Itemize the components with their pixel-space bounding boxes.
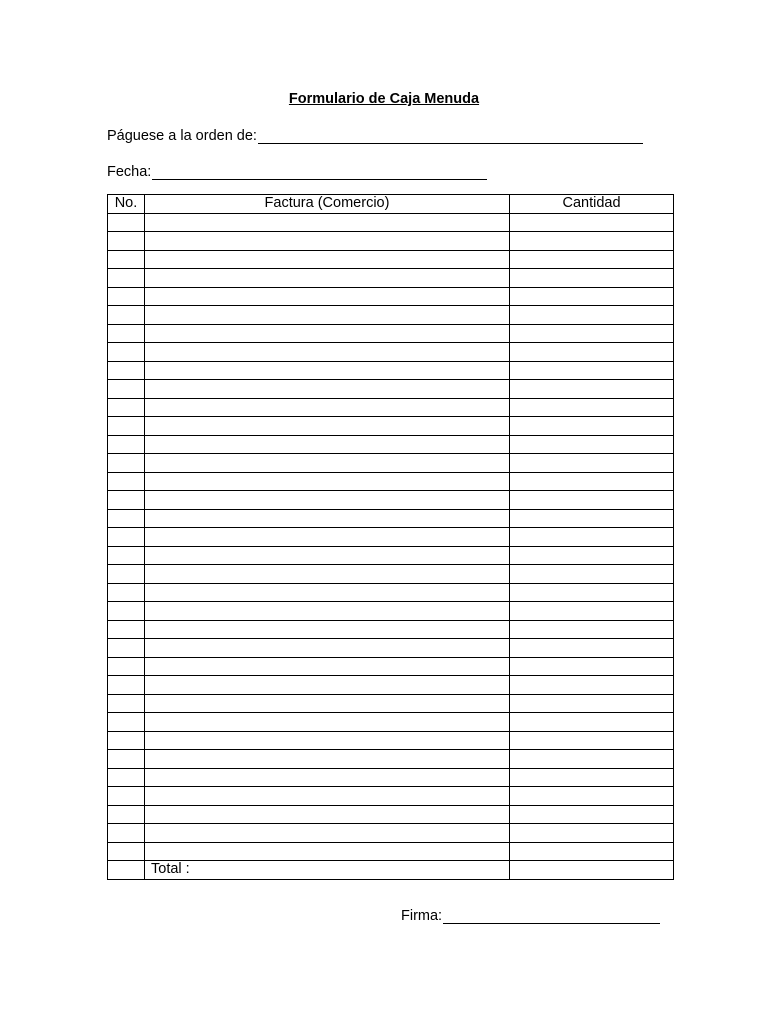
- row-no-cell[interactable]: [108, 639, 145, 658]
- row-amount-cell[interactable]: [510, 528, 674, 547]
- row-amount-cell[interactable]: [510, 472, 674, 491]
- payee-label: Páguese a la orden de:: [107, 128, 257, 144]
- row-invoice-cell[interactable]: [145, 805, 510, 824]
- table-row: [108, 361, 674, 380]
- table-row: [108, 250, 674, 269]
- row-invoice-cell[interactable]: [145, 232, 510, 251]
- table-row: [108, 657, 674, 676]
- row-no-cell[interactable]: [108, 417, 145, 436]
- row-amount-cell[interactable]: [510, 213, 674, 232]
- row-amount-cell[interactable]: [510, 713, 674, 732]
- table-row: [108, 509, 674, 528]
- table-row: [108, 380, 674, 399]
- header-invoice: Factura (Comercio): [145, 195, 510, 214]
- table-row: [108, 213, 674, 232]
- row-invoice-cell[interactable]: [145, 787, 510, 806]
- row-amount-cell[interactable]: [510, 361, 674, 380]
- table-row: [108, 824, 674, 843]
- row-no-cell[interactable]: [108, 657, 145, 676]
- row-amount-cell[interactable]: [510, 620, 674, 639]
- row-no-cell[interactable]: [108, 750, 145, 769]
- form-title: Formulario de Caja Menuda: [288, 91, 480, 107]
- row-amount-cell[interactable]: [510, 694, 674, 713]
- table-row: [108, 620, 674, 639]
- row-invoice-cell[interactable]: [145, 528, 510, 547]
- table-row: [108, 731, 674, 750]
- table-header-row: [108, 195, 674, 214]
- payee-field[interactable]: [107, 128, 643, 144]
- row-amount-cell[interactable]: [510, 731, 674, 750]
- row-amount-cell[interactable]: [510, 824, 674, 843]
- row-amount-cell[interactable]: [510, 417, 674, 436]
- total-label: Total :: [145, 861, 510, 880]
- table-row: [108, 565, 674, 584]
- row-invoice-cell[interactable]: [145, 417, 510, 436]
- row-no-cell[interactable]: [108, 472, 145, 491]
- row-no-cell[interactable]: [108, 343, 145, 362]
- row-invoice-cell[interactable]: [145, 750, 510, 769]
- row-no-cell[interactable]: [108, 287, 145, 306]
- row-amount-cell[interactable]: [510, 380, 674, 399]
- row-no-cell[interactable]: [108, 213, 145, 232]
- row-amount-cell[interactable]: [510, 343, 674, 362]
- row-invoice-cell[interactable]: [145, 324, 510, 343]
- table-row: [108, 324, 674, 343]
- table-row: [108, 306, 674, 325]
- row-invoice-cell[interactable]: [145, 269, 510, 288]
- row-invoice-cell[interactable]: [145, 343, 510, 362]
- row-amount-cell[interactable]: [510, 583, 674, 602]
- table-row: [108, 676, 674, 695]
- row-no-cell[interactable]: [108, 768, 145, 787]
- row-no-cell[interactable]: [108, 546, 145, 565]
- row-invoice-cell[interactable]: [145, 583, 510, 602]
- table-row: [108, 232, 674, 251]
- signature-blank-line[interactable]: [443, 910, 660, 924]
- row-no-cell[interactable]: [108, 676, 145, 695]
- row-invoice-cell[interactable]: [145, 824, 510, 843]
- row-invoice-cell[interactable]: [145, 361, 510, 380]
- table-row: [108, 805, 674, 824]
- row-invoice-cell[interactable]: [145, 472, 510, 491]
- row-invoice-cell[interactable]: [145, 306, 510, 325]
- table-body: [108, 213, 674, 861]
- row-no-cell[interactable]: [108, 361, 145, 380]
- row-amount-cell[interactable]: [510, 657, 674, 676]
- table-row: [108, 343, 674, 362]
- row-invoice-cell[interactable]: [145, 398, 510, 417]
- row-amount-cell[interactable]: [510, 435, 674, 454]
- row-no-cell[interactable]: [108, 232, 145, 251]
- row-invoice-cell[interactable]: [145, 620, 510, 639]
- row-amount-cell[interactable]: [510, 768, 674, 787]
- row-amount-cell[interactable]: [510, 842, 674, 861]
- row-amount-cell[interactable]: [510, 750, 674, 769]
- row-amount-cell[interactable]: [510, 546, 674, 565]
- payee-blank-line[interactable]: [258, 130, 643, 144]
- row-no-cell[interactable]: [108, 491, 145, 510]
- row-amount-cell[interactable]: [510, 565, 674, 584]
- row-invoice-cell[interactable]: [145, 491, 510, 510]
- row-amount-cell[interactable]: [510, 232, 674, 251]
- row-no-cell[interactable]: [108, 398, 145, 417]
- row-no-cell[interactable]: [108, 509, 145, 528]
- row-no-cell[interactable]: [108, 602, 145, 621]
- date-label: Fecha:: [107, 164, 152, 180]
- total-amount-cell[interactable]: [510, 861, 674, 880]
- row-invoice-cell[interactable]: [145, 287, 510, 306]
- table-row: [108, 713, 674, 732]
- total-row: [108, 861, 674, 880]
- row-no-cell[interactable]: [108, 787, 145, 806]
- row-invoice-cell[interactable]: [145, 454, 510, 473]
- header-no: No.: [108, 195, 145, 214]
- table-row: [108, 583, 674, 602]
- table-row: [108, 287, 674, 306]
- row-invoice-cell[interactable]: [145, 639, 510, 658]
- table-row: [108, 787, 674, 806]
- row-invoice-cell[interactable]: [145, 713, 510, 732]
- row-amount-cell[interactable]: [510, 269, 674, 288]
- date-blank-line[interactable]: [152, 166, 487, 180]
- row-amount-cell[interactable]: [510, 787, 674, 806]
- table-row: [108, 639, 674, 658]
- row-no-cell[interactable]: [108, 380, 145, 399]
- table-row: [108, 398, 674, 417]
- row-invoice-cell[interactable]: [145, 380, 510, 399]
- row-invoice-cell[interactable]: [145, 602, 510, 621]
- row-amount-cell[interactable]: [510, 491, 674, 510]
- row-amount-cell[interactable]: [510, 805, 674, 824]
- row-amount-cell[interactable]: [510, 676, 674, 695]
- row-amount-cell[interactable]: [510, 639, 674, 658]
- row-no-cell[interactable]: [108, 824, 145, 843]
- row-no-cell[interactable]: [108, 324, 145, 343]
- signature-field[interactable]: [401, 908, 660, 924]
- table-row: [108, 491, 674, 510]
- row-invoice-cell[interactable]: [145, 250, 510, 269]
- row-amount-cell[interactable]: [510, 250, 674, 269]
- table-row: [108, 528, 674, 547]
- row-amount-cell[interactable]: [510, 324, 674, 343]
- row-no-cell[interactable]: [108, 842, 145, 861]
- row-invoice-cell[interactable]: [145, 676, 510, 695]
- row-no-cell[interactable]: [108, 731, 145, 750]
- row-no-cell[interactable]: [108, 435, 145, 454]
- table-row: [108, 472, 674, 491]
- row-amount-cell[interactable]: [510, 287, 674, 306]
- row-no-cell[interactable]: [108, 565, 145, 584]
- signature-label: Firma:: [401, 908, 443, 924]
- total-no-cell: [108, 861, 145, 880]
- row-no-cell[interactable]: [108, 713, 145, 732]
- row-invoice-cell[interactable]: [145, 731, 510, 750]
- table-row: [108, 546, 674, 565]
- row-amount-cell[interactable]: [510, 398, 674, 417]
- row-no-cell[interactable]: [108, 583, 145, 602]
- row-invoice-cell[interactable]: [145, 768, 510, 787]
- table-row: [108, 768, 674, 787]
- row-no-cell[interactable]: [108, 269, 145, 288]
- row-invoice-cell[interactable]: [145, 657, 510, 676]
- table-row: [108, 435, 674, 454]
- row-amount-cell[interactable]: [510, 509, 674, 528]
- table-row: [108, 417, 674, 436]
- petty-cash-table: [107, 194, 674, 880]
- table-row: [108, 842, 674, 861]
- row-no-cell[interactable]: [108, 306, 145, 325]
- table-row: [108, 454, 674, 473]
- row-invoice-cell[interactable]: [145, 842, 510, 861]
- row-invoice-cell[interactable]: [145, 565, 510, 584]
- row-no-cell[interactable]: [108, 528, 145, 547]
- row-invoice-cell[interactable]: [145, 546, 510, 565]
- row-invoice-cell[interactable]: [145, 213, 510, 232]
- date-field[interactable]: [107, 164, 487, 180]
- header-amount: Cantidad: [510, 195, 674, 214]
- row-no-cell[interactable]: [108, 250, 145, 269]
- table-row: [108, 602, 674, 621]
- row-invoice-cell[interactable]: [145, 435, 510, 454]
- row-amount-cell[interactable]: [510, 454, 674, 473]
- table-row: [108, 694, 674, 713]
- row-amount-cell[interactable]: [510, 306, 674, 325]
- row-no-cell[interactable]: [108, 805, 145, 824]
- row-invoice-cell[interactable]: [145, 509, 510, 528]
- table-row: [108, 750, 674, 769]
- row-no-cell[interactable]: [108, 620, 145, 639]
- row-invoice-cell[interactable]: [145, 694, 510, 713]
- row-no-cell[interactable]: [108, 694, 145, 713]
- row-amount-cell[interactable]: [510, 602, 674, 621]
- table-row: [108, 269, 674, 288]
- row-no-cell[interactable]: [108, 454, 145, 473]
